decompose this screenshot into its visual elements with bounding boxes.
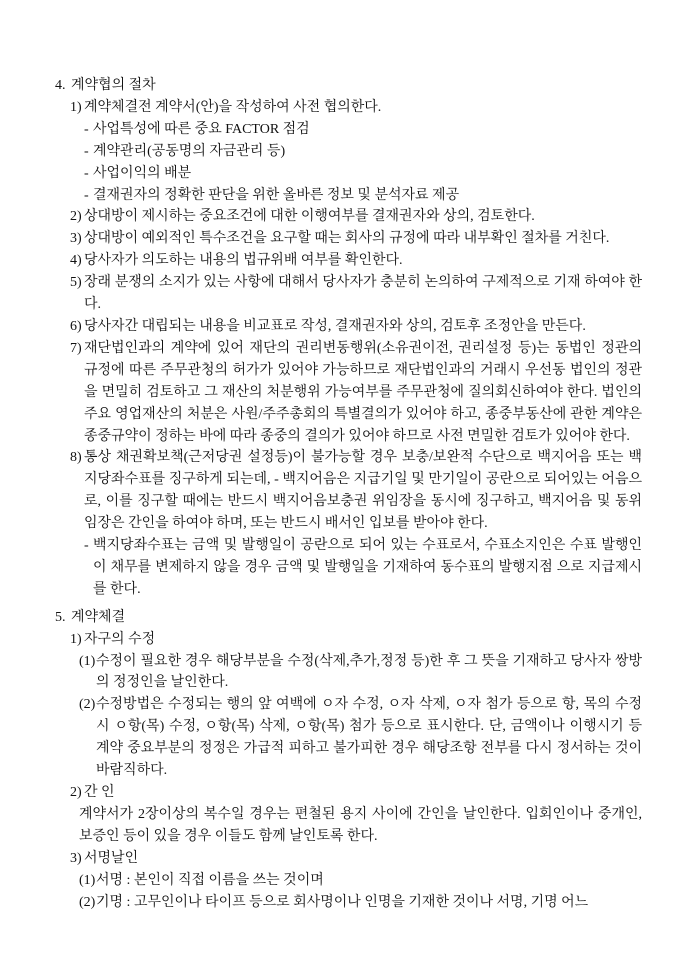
item-text: 수정이 필요한 경우 해당부분을 수정(삭제,추가,정정 등)한 후 그 뜻을 기재하고 당사자 쌍방의 정정인을 날인한다. xyxy=(96,653,642,691)
item-marker: 1) xyxy=(70,631,82,647)
item-text: 서명 : 본인이 직접 이름을 쓰는 것이며 xyxy=(96,872,324,888)
section-heading xyxy=(55,607,642,629)
dash-item xyxy=(84,535,642,601)
item-marker: 1) xyxy=(70,99,82,115)
item-marker: 3) xyxy=(70,850,82,866)
item-text: 통상 채권확보책(근저당권 설정등)이 불가능할 경우 보충/보완적 수단으로 백지어음 또는 백지당좌수표를 징구하게 되는데, - 백지어음은 지급기일 및 만기일이 공란으로 되어있는 어음으로, 이를 징구할 때에는 반드시 백지어음보충권 위임장을 동시에 징구하고, 백지어음 및 동위임장은 간인을 하여야 하며, 또는 반드시 배서인 입보를 받아야 한다. xyxy=(84,450,642,532)
numbered-item xyxy=(70,228,642,250)
item-text: 당사자간 대립되는 내용을 비교표로 작성, 결재권자와 상의, 검토후 조정안을 만든다. xyxy=(84,318,586,334)
item-text: 서명날인 xyxy=(84,850,139,866)
item-marker: 2) xyxy=(70,785,82,800)
dash-item xyxy=(84,141,642,163)
item-text: 사업이익의 배분 xyxy=(93,165,192,181)
numbered-item xyxy=(70,316,642,338)
item-marker: (1) xyxy=(79,653,96,669)
sub-paragraph xyxy=(79,804,642,848)
item-marker: - xyxy=(84,187,89,203)
item-marker: - xyxy=(84,121,89,137)
dash-item xyxy=(84,185,642,207)
item-text: 백지당좌수표는 금액 및 발행일이 공란으로 되어 있는 수표로서, 수표소지인은 수표 발행인이 채무를 변제하지 않을 경우 금액 및 발행일을 기재하여 동수표의 발행지점 으로 지급제시를 한다. xyxy=(93,538,642,597)
item-marker: (2) xyxy=(79,697,96,713)
item-text: 당사자가 의도하는 내용의 법규위배 여부를 확인한다. xyxy=(84,253,403,269)
numbered-item xyxy=(70,447,642,535)
dash-item xyxy=(84,163,642,185)
document-section xyxy=(55,75,642,601)
item-marker: 4) xyxy=(70,253,82,269)
item-marker: 6) xyxy=(70,318,82,334)
section-heading xyxy=(55,75,642,97)
item-text: 장래 분쟁의 소지가 있는 사항에 대해서 당사자가 충분히 논의하여 구제적으로 기재 하여야 한다. xyxy=(84,275,642,313)
sub-numbered-item xyxy=(79,694,642,782)
item-marker: 5) xyxy=(70,275,82,291)
numbered-item xyxy=(70,97,642,119)
numbered-item xyxy=(70,629,642,651)
item-text: 재단법인과의 계약에 있어 재단의 권리변동행위(소유권이전, 권리설정 등)는 동법인 정관의 규정에 따른 주무관청의 허가가 있어야 가능하므로 재단법인과의 거래시 우선동 법인의 정관을 면밀히 검토하고 그 재산의 처분행위 가능여부를 주무관청에 질의회신하여야 한다. 법인의 주요 영업재산의 처분은 사원/주주총회의 특별결의가 있어야 하고, 종중부동산에 관한 계약은 종중규약이 정하는 바에 따라 종중의 결의가 있어야 하므로 사전 면밀한 검토가 있어야 한다. xyxy=(84,340,642,444)
item-marker: - xyxy=(84,538,89,554)
item-text: 계약서가 2장이상의 복수일 경우는 편철된 용지 사이에 간인을 날인한다. 입회인이나 중개인, 보증인 등이 있을 경우 이들도 함께 날인토록 한다. xyxy=(79,806,642,844)
item-marker: - xyxy=(84,143,89,159)
item-marker: 8) xyxy=(70,450,82,466)
item-marker: 3) xyxy=(70,231,82,247)
item-text: 기명 : 고무인이나 타이프 등으로 회사명이나 인명을 기재한 것이나 서명, 기명 어느 xyxy=(96,894,589,910)
document-section xyxy=(55,607,642,914)
sub-numbered-item xyxy=(79,651,642,695)
numbered-item xyxy=(70,782,642,804)
item-text: 상대방이 예외적인 특수조건을 요구할 때는 회사의 규정에 따라 내부확인 절차를 거친다. xyxy=(84,231,610,247)
numbered-item xyxy=(70,338,642,448)
numbered-item xyxy=(70,272,642,316)
dash-item xyxy=(84,119,642,141)
item-text: 수정방법은 수정되는 행의 앞 여백에 ㅇ자 수정, ㅇ자 삭제, ㅇ자 첨가 등으로 항, 목의 수정시 ㅇ항(목) 수정, ㅇ항(목) 삭제, ㅇ항(목) 첨가 등으로 표시한다. 단, 금액이나 이행시기 등 계약 중요부분의 정정은 가급적 피하고 불가피한 경우 해당조항 전부를 다시 정서하는 것이 바람직하다. xyxy=(96,697,642,779)
section-number: 4. xyxy=(55,78,66,93)
section-number: 5. xyxy=(55,609,66,625)
item-text: 결재권자의 정확한 판단을 위한 올바른 정보 및 분석자료 제공 xyxy=(93,187,460,203)
item-marker: (2) xyxy=(79,894,96,910)
item-text: 계약관리(공동명의 자금관리 등) xyxy=(93,143,286,159)
sub-numbered-item xyxy=(79,870,642,892)
item-marker: 7) xyxy=(70,340,82,356)
numbered-item xyxy=(70,206,642,228)
item-marker: - xyxy=(84,165,89,181)
item-marker: (1) xyxy=(79,872,96,888)
item-text: 사업특성에 따른 중요 FACTOR 점검 xyxy=(93,121,310,137)
numbered-item xyxy=(70,250,642,272)
numbered-item xyxy=(70,848,642,870)
item-text: 계약체결전 계약서(안)을 작성하여 사전 협의한다. xyxy=(84,99,382,115)
item-text: 상대방이 제시하는 중요조건에 대한 이행여부를 결재권자와 상의, 검토한다. xyxy=(84,209,535,225)
item-marker: 2) xyxy=(70,209,82,225)
section-title: 계약체결 xyxy=(71,609,126,625)
item-text: 간 인 xyxy=(84,785,115,800)
item-text: 자구의 수정 xyxy=(84,631,156,647)
section-title: 계약협의 절차 xyxy=(71,78,156,93)
sub-numbered-item xyxy=(79,892,642,914)
